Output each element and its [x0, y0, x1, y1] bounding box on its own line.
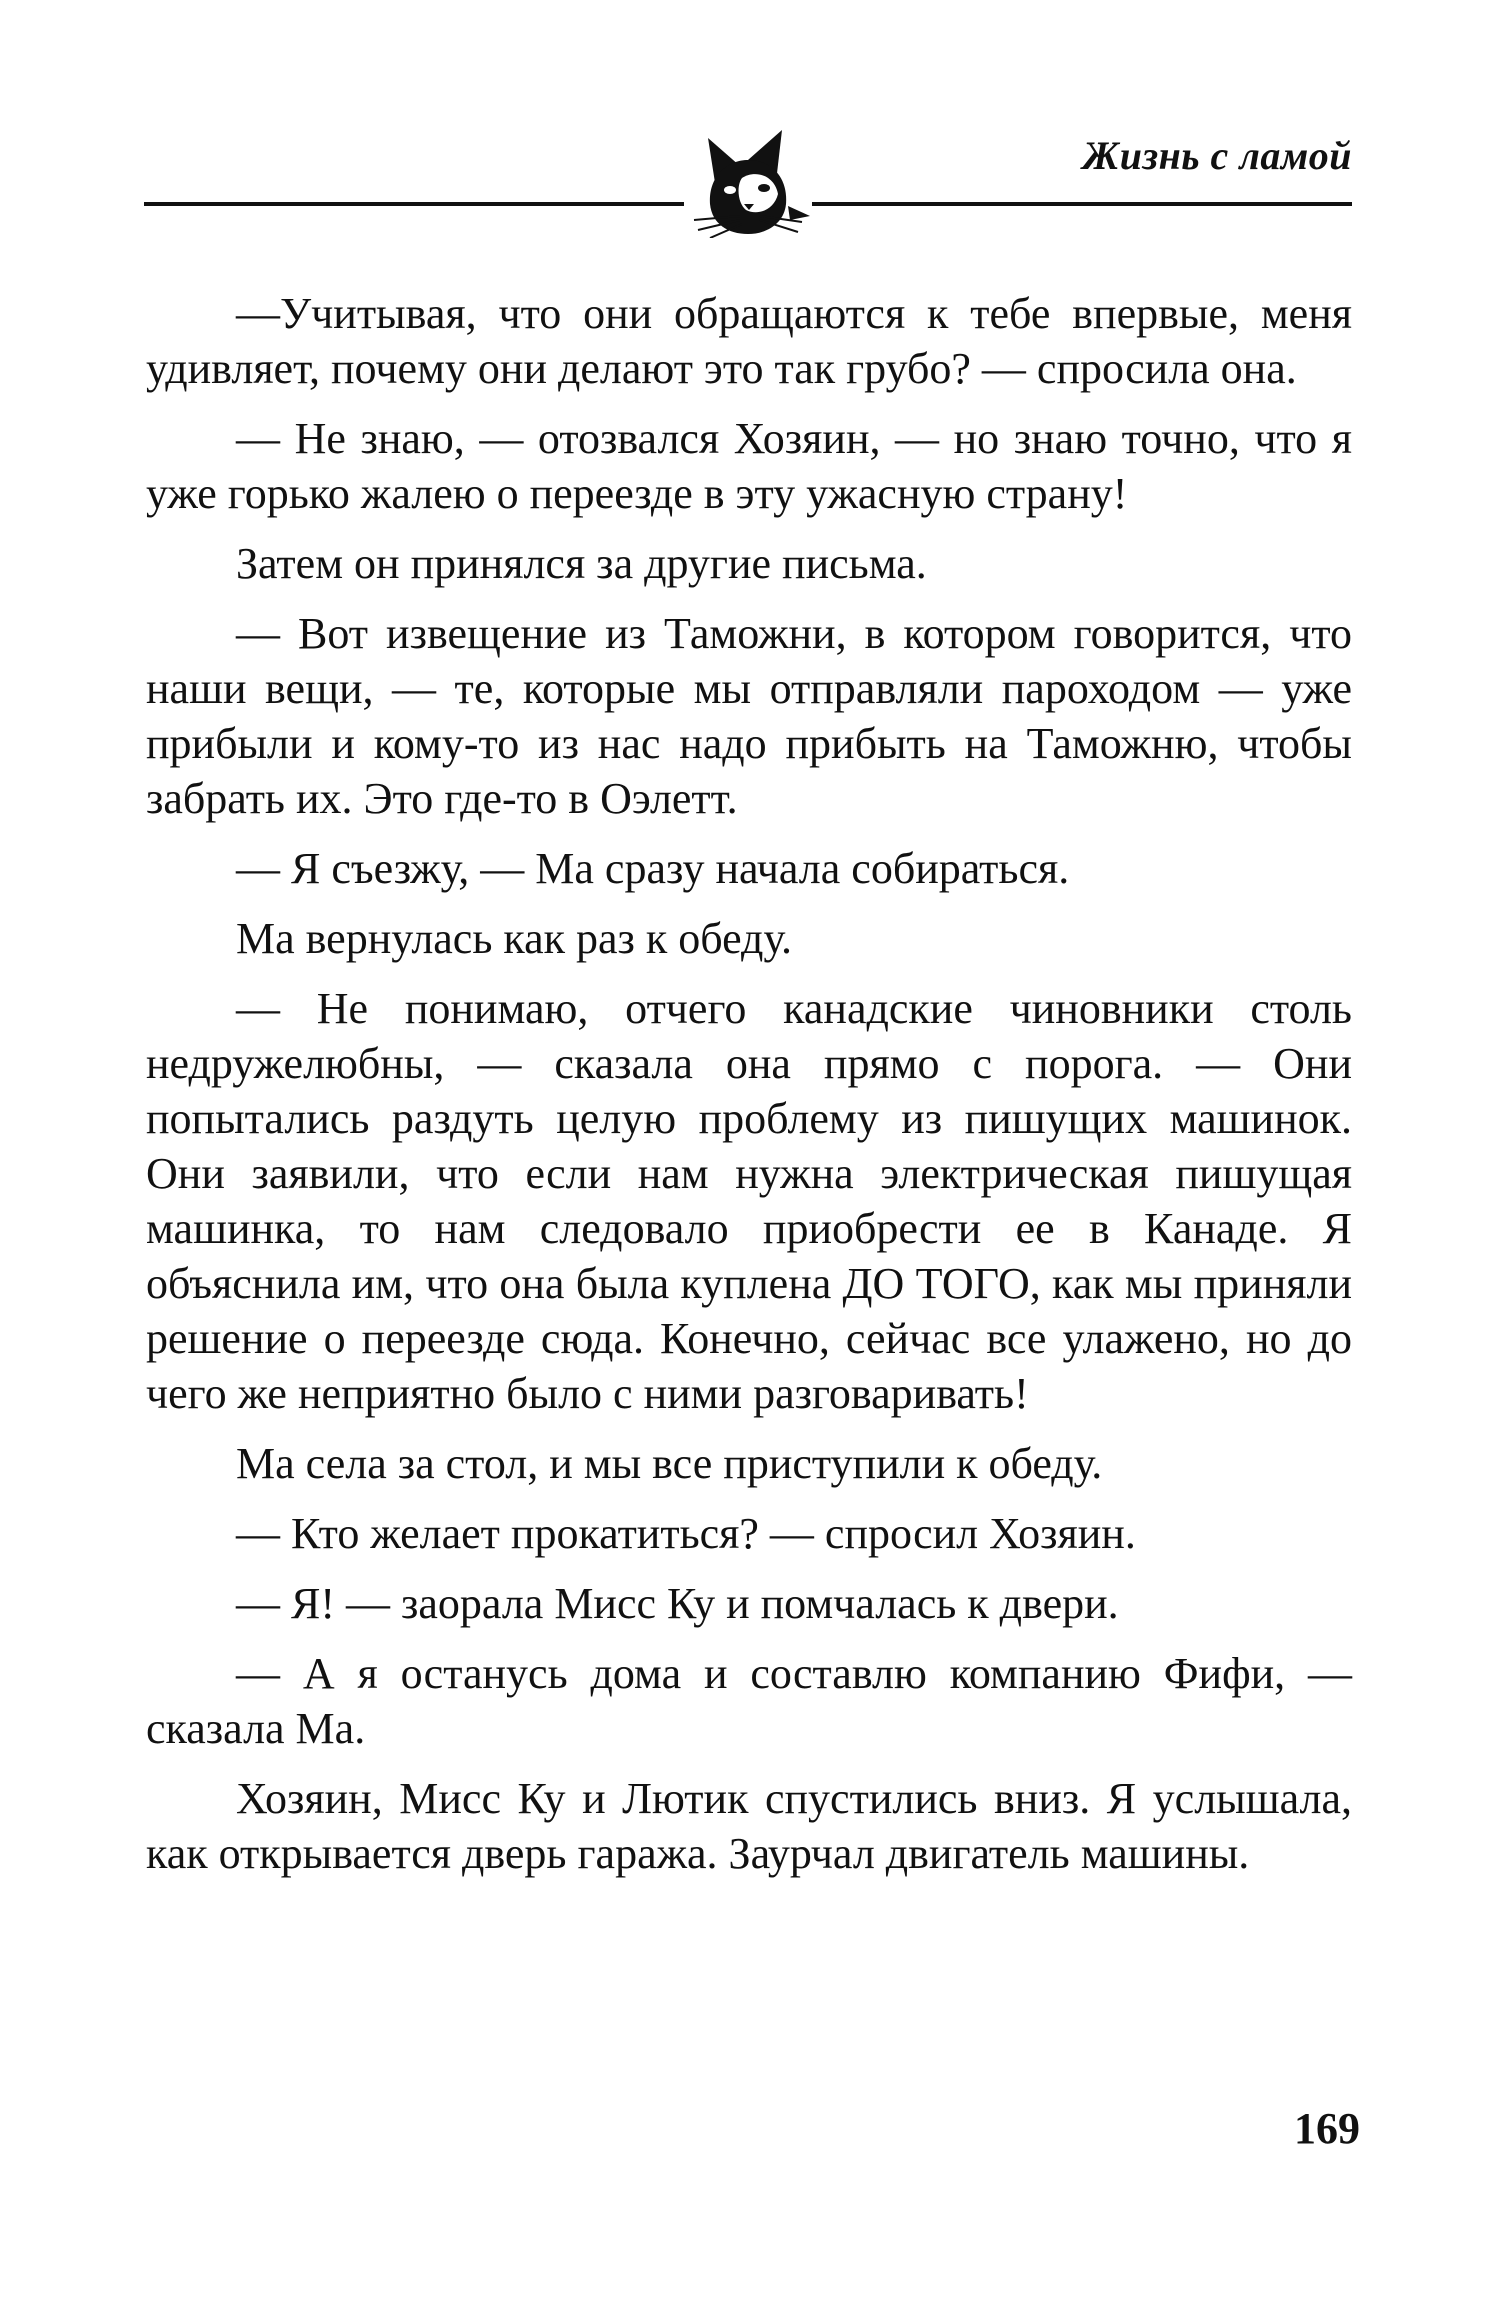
- paragraph: — Кто желает прокатиться? — спросил Хозяин.: [236, 1509, 1136, 1558]
- paragraph: —Учитывая, что они обращаются к тебе впервые, меня удивляет, почему они делают это так грубо? — спросила она.: [146, 289, 1352, 393]
- paragraph: Затем он принялся за другие письма.: [236, 539, 927, 588]
- body-text: [146, 286, 1352, 1896]
- running-title: Жизнь с ламой: [1082, 133, 1352, 178]
- paragraph: — Я! — заорала Мисс Ку и помчалась к двери.: [236, 1579, 1119, 1628]
- header-rule-left: [144, 202, 684, 206]
- paragraph: — А я останусь дома и составлю компанию Фифи, — сказала Ма.: [146, 1649, 1352, 1753]
- paragraph: — Вот извещение из Таможни, в котором говорится, что наши вещи, — те, которые мы отправляли пароходом — уже прибыли и кому-то из нас надо прибыть на Таможню, чтобы забрать их. Это где-то в Оэлетт.: [146, 609, 1352, 823]
- page-number: 169: [1294, 2104, 1360, 2153]
- paragraph: — Не знаю, — отозвался Хозяин, — но знаю точно, что я уже горько жалею о переезде в эту ужасную страну!: [146, 414, 1352, 518]
- paragraph: Ма вернулась как раз к обеду.: [236, 914, 793, 963]
- paragraph: — Не понимаю, отчего канадские чиновники столь недружелюбны, — сказала она прямо с порога. — Они попытались раздуть целую проблему из пишущих машинок. Они заявили, что если нам нужна электрическая пишущая машинка, то нам следовало приобрести ее в Канаде. Я объяснила им, что она была куплена ДО ТОГО, как мы приняли решение о переезде сюда. Конечно, сейчас все улажено, но до чего же неприятно было с ними разговаривать!: [146, 984, 1352, 1418]
- header-rule-right: [812, 202, 1352, 206]
- running-header: [144, 112, 1352, 242]
- cat-head-icon: [684, 120, 812, 238]
- paragraph: — Я съезжу, — Ма сразу начала собираться.: [236, 844, 1070, 893]
- paragraph: Ма села за стол, и мы все приступили к обеду.: [236, 1439, 1103, 1488]
- paragraph: Хозяин, Мисс Ку и Лютик спустились вниз. Я услышала, как открывается дверь гаража. Заурчал двигатель машины.: [146, 1774, 1352, 1878]
